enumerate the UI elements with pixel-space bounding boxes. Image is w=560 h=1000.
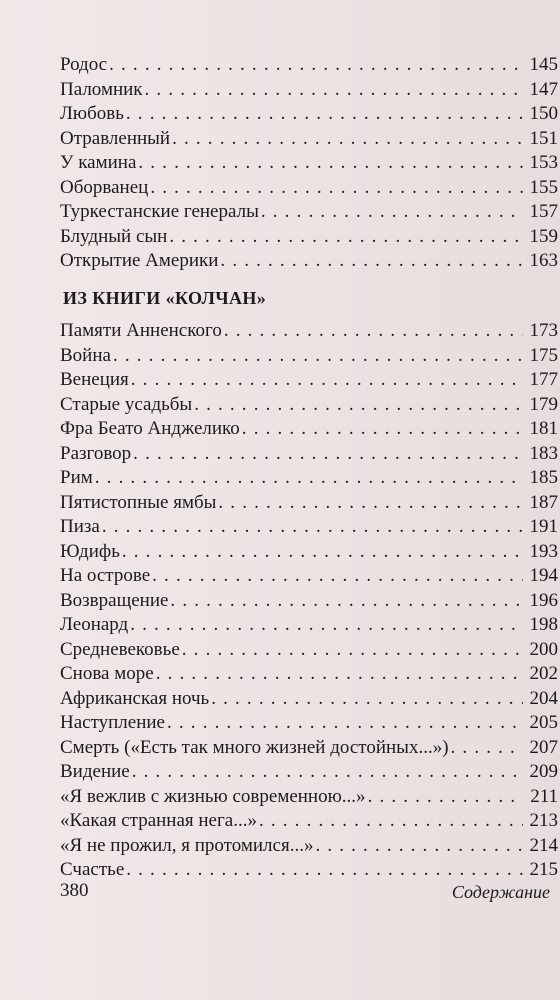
dot-leader	[102, 515, 523, 540]
toc-entry-title: Пятистопные ямбы	[60, 491, 217, 513]
toc-entry	[60, 834, 558, 859]
toc-entry-title: Разговор	[60, 442, 132, 464]
dot-leader	[95, 466, 523, 491]
toc-entry-title: На острове	[60, 565, 151, 586]
dot-leader	[138, 151, 523, 176]
toc-entry-page: 213	[529, 810, 558, 831]
toc-entry-title: Африканская ночь	[60, 687, 210, 709]
toc-entry-title: Смерть («Есть так много жизней достойных...»)	[60, 736, 449, 758]
toc-entry-page: 185	[529, 467, 558, 488]
dot-leader	[109, 53, 523, 78]
toc-entry	[60, 127, 558, 152]
dot-leader	[156, 662, 523, 687]
toc-entry-title: Открытие Америки	[60, 250, 219, 271]
dot-leader	[218, 491, 523, 516]
dot-leader	[182, 638, 523, 663]
dot-leader	[126, 102, 523, 127]
toc-entry	[60, 515, 558, 540]
toc-entry	[60, 662, 558, 687]
toc-entry-title: «Я не прожил, я протомился...»	[60, 834, 314, 856]
toc-entry-page: 175	[529, 344, 558, 366]
dot-leader	[224, 319, 523, 344]
dot-leader	[150, 176, 523, 201]
toc-entry	[60, 442, 558, 467]
dot-leader	[194, 393, 523, 418]
toc-entry-title: Наступление	[60, 712, 165, 733]
toc-entry	[60, 736, 558, 761]
toc-entry-page: 145	[529, 54, 558, 75]
toc-entry	[60, 176, 558, 201]
dot-leader	[451, 736, 523, 761]
dot-leader	[145, 78, 523, 103]
dot-leader	[131, 368, 523, 393]
running-footer-title: Содержание	[451, 882, 550, 902]
toc-entry-title: Отравленный	[60, 127, 171, 149]
dot-leader	[220, 249, 523, 274]
toc-list-continued	[60, 53, 558, 274]
dot-leader	[133, 442, 523, 467]
toc-entry-page: 200	[529, 638, 558, 660]
toc-entry-page: 209	[529, 761, 558, 782]
toc-entry-title: Видение	[60, 761, 130, 782]
dot-leader	[170, 589, 523, 614]
toc-entry-page: 159	[529, 225, 558, 247]
toc-entry-page: 173	[529, 320, 558, 341]
toc-entry-title: Снова море	[60, 663, 154, 684]
dot-leader	[259, 809, 523, 834]
toc-entry-page: 198	[529, 614, 558, 635]
toc-entry	[60, 53, 558, 78]
toc-entry	[60, 785, 558, 810]
toc-entry	[60, 344, 558, 369]
toc-entry	[60, 417, 558, 442]
toc-entry	[60, 78, 558, 103]
toc-list-section	[60, 319, 558, 883]
dot-leader	[122, 540, 523, 565]
toc-entry-page: 153	[529, 152, 558, 173]
toc-entry-title: Оборванец	[60, 176, 149, 198]
toc-entry-title: Старые усадьбы	[60, 393, 193, 415]
dot-leader	[368, 785, 523, 810]
toc-entry	[60, 564, 558, 589]
dot-leader	[261, 200, 523, 225]
toc-entry-page: 204	[529, 687, 558, 709]
toc-entry-page: 163	[529, 250, 558, 271]
toc-entry-page: 155	[529, 176, 558, 198]
toc-entry-page: 183	[529, 442, 558, 464]
toc-entry-title: Туркестанские генералы	[60, 201, 259, 222]
dot-leader	[130, 613, 523, 638]
toc-entry-page: 202	[529, 663, 558, 684]
dot-leader	[126, 858, 523, 883]
toc-entry-page: 157	[529, 201, 558, 222]
toc-entry	[60, 687, 558, 712]
toc-entry	[60, 638, 558, 663]
toc-entry	[60, 393, 558, 418]
dot-leader	[172, 127, 523, 152]
toc-entry	[60, 760, 558, 785]
toc-entry-page: 196	[529, 589, 558, 611]
toc-entry-title: Счастье	[60, 859, 125, 880]
toc-entry-page: 205	[529, 712, 558, 733]
toc-entry-page: 191	[529, 516, 558, 537]
toc-entry-title: Леонард	[60, 614, 129, 635]
toc-entry	[60, 151, 558, 176]
dot-leader	[167, 711, 523, 736]
toc-entry-title: Война	[60, 344, 111, 366]
dot-leader	[152, 564, 523, 589]
page-number: 380	[60, 880, 89, 901]
dot-leader	[211, 687, 523, 712]
toc-entry-page: 194	[529, 565, 558, 586]
toc-entry-title: «Я вежлив с жизнью современною...»	[60, 785, 366, 807]
toc-entry-page: 215	[529, 859, 558, 880]
toc-entry	[60, 319, 558, 344]
toc-entry-title: Фра Беато Анджелико	[60, 418, 240, 439]
toc-entry-page: 179	[529, 393, 558, 415]
toc-entry-title: Возвращение	[60, 589, 169, 611]
section-heading: ИЗ КНИГИ «КОЛЧАН»	[63, 288, 267, 308]
toc-entry-page: 193	[529, 540, 558, 562]
toc-entry-page: 151	[529, 127, 558, 149]
toc-entry-page: 150	[529, 103, 558, 124]
toc-entry-title: Рим	[60, 467, 93, 488]
toc-entry	[60, 200, 558, 225]
toc-entry-page: 187	[529, 491, 558, 513]
toc-entry	[60, 858, 558, 883]
toc-entry-page: 207	[529, 736, 558, 758]
toc-entry-title: Памяти Анненского	[60, 320, 222, 341]
toc-entry	[60, 540, 558, 565]
toc-entry	[60, 589, 558, 614]
toc-entry	[60, 225, 558, 250]
toc-entry-title: Юдифь	[60, 540, 120, 562]
toc-entry-title: «Какая странная нега...»	[60, 810, 257, 831]
toc-entry-title: У камина	[60, 152, 137, 173]
dot-leader	[113, 344, 523, 369]
toc-entry-title: Родос	[60, 54, 108, 75]
toc-entry-page: 214	[529, 834, 558, 856]
toc-entry-title: Паломник	[60, 78, 143, 100]
toc-entry	[60, 368, 558, 393]
toc-entry-title: Блудный сын	[60, 225, 168, 247]
toc-entry	[60, 491, 558, 516]
dot-leader	[132, 760, 523, 785]
toc-entry-title: Венеция	[60, 369, 129, 390]
dot-leader	[315, 834, 523, 859]
toc-entry-title: Пиза	[60, 516, 100, 537]
toc-entry	[60, 102, 558, 127]
toc-entry-page: 181	[529, 418, 558, 439]
toc-entry-page: 211	[530, 785, 558, 807]
toc-entry-title: Любовь	[60, 103, 124, 124]
toc-entry	[60, 613, 558, 638]
toc-entry	[60, 466, 558, 491]
toc-entry	[60, 711, 558, 736]
toc-entry	[60, 809, 558, 834]
toc-entry	[60, 249, 558, 274]
toc-entry-page: 177	[529, 369, 558, 390]
dot-leader	[242, 417, 523, 442]
toc-entry-page: 147	[529, 78, 558, 100]
toc-entry-title: Средневековье	[60, 638, 180, 660]
dot-leader	[169, 225, 523, 250]
